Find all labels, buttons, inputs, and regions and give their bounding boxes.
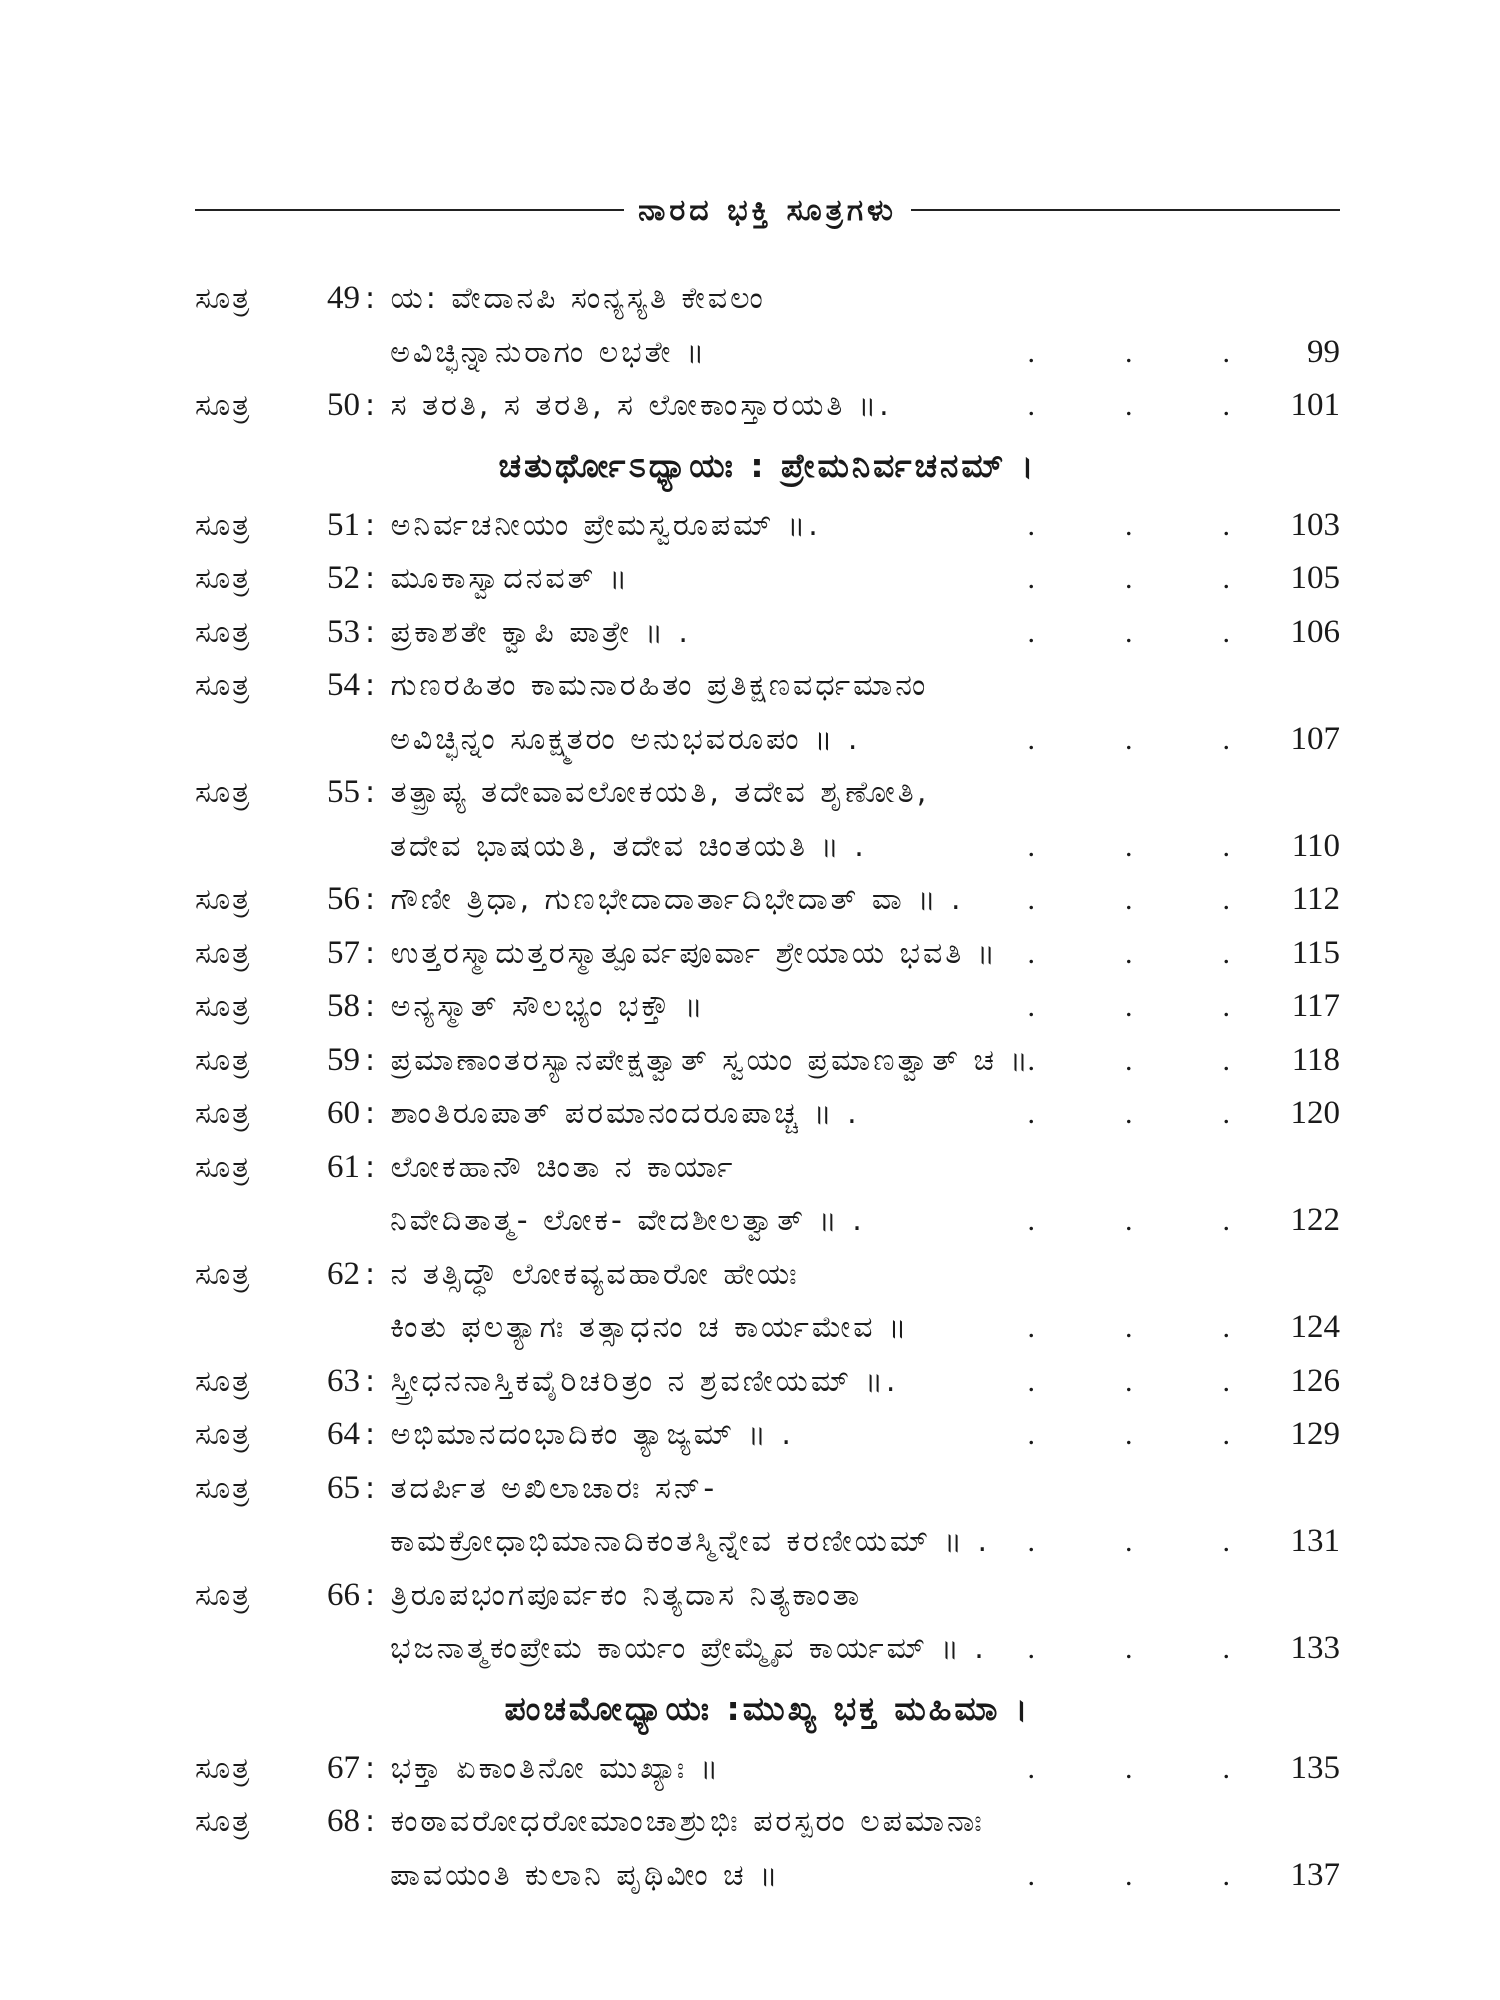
- page-number: 126: [1290, 1362, 1340, 1399]
- toc-entry-line: [195, 552, 1340, 606]
- header-title: ನಾರದ ಭಕ್ತಿ ಸೂತ್ರಗಳು: [638, 192, 897, 228]
- sutra-text: : ಸ ತರತಿ, ಸ ತರತಿ, ಸ ಲೋಕಾಂಸ್ತಾರಯತಿ ॥.: [365, 388, 892, 423]
- toc-entry-line: [195, 1462, 1340, 1516]
- sutra-text: : ತದರ್ಪಿತ ಅಖಿಲಾಚಾರಃ ಸನ್-: [365, 1470, 718, 1506]
- sutra-label: ಸೂತ್ರ: [195, 1417, 252, 1452]
- toc-entry-line: [195, 1087, 1340, 1141]
- toc-entry-line: [195, 499, 1340, 553]
- sutra-number: 56: [327, 881, 360, 917]
- sutra-text: ಅವಿಚ್ಛಿನ್ನಂ ಸೂಕ್ಷ್ಮತರಂ ಅನುಭವರೂಪಂ ॥ .: [365, 721, 861, 757]
- chapter-heading: ಪಂಚಮೋಧ್ಯಾಯಃ :ಮುಖ್ಯ ಭಕ್ತ ಮಹಿಮಾ ।: [504, 1688, 1031, 1728]
- sutra-number: 66: [327, 1576, 360, 1613]
- sutra-label: ಸೂತ್ರ: [195, 1577, 252, 1613]
- sutra-text: : ನ ತತ್ಸಿದ್ಧೌ ಲೋಕವ್ಯವಹಾರೋ ಹೇಯಃ: [365, 1256, 800, 1292]
- running-header: [195, 190, 1340, 230]
- toc-entry-line: [195, 1248, 1340, 1302]
- sutra-text: ಅವಿಚ್ಛಿನ್ನಾನುರಾಗಂ ಲಭತೇ ॥: [365, 334, 708, 370]
- toc-entry-line: [195, 927, 1340, 981]
- sutra-number: 68: [327, 1803, 360, 1839]
- toc-entry-line: [195, 713, 1340, 767]
- sutra-text: : ಉತ್ತರಸ್ಮಾದುತ್ತರಸ್ಮಾತ್ಪೂರ್ವಪೂರ್ವಾ ಶ್ರೇಯಾಯ ಭವತಿ ॥: [365, 935, 998, 971]
- toc-entry-line: [195, 873, 1340, 927]
- toc-entry-line: [195, 1515, 1340, 1569]
- page-number: 115: [1291, 934, 1340, 971]
- page-number: 106: [1290, 613, 1340, 650]
- sutra-label: ಸೂತ್ರ: [195, 1256, 252, 1292]
- sutra-label: ಸೂತ್ರ: [195, 1096, 252, 1131]
- sutra-label: ಸೂತ್ರ: [195, 561, 252, 596]
- toc-entry-line: [195, 1141, 1340, 1195]
- sutra-number: 64: [327, 1416, 360, 1452]
- sutra-label: ಸೂತ್ರ: [195, 1470, 252, 1506]
- sutra-text: ನಿವೇದಿತಾತ್ಮ- ಲೋಕ- ವೇದಶೀಲತ್ವಾತ್ ॥ .: [365, 1203, 865, 1238]
- sutra-number: 62: [327, 1255, 360, 1292]
- page-number: 122: [1290, 1202, 1340, 1238]
- sutra-number: 51: [327, 506, 360, 543]
- page-number: 131: [1290, 1523, 1340, 1559]
- sutra-text: : ಕಂಠಾವರೋಧರೋಮಾಂಚಾಶ್ರುಭಿಃ ಪರಸ್ಪರಂ ಲಪಮಾನಾಃ: [365, 1804, 985, 1839]
- page-number: 103: [1290, 506, 1340, 543]
- toc-entry-line: [195, 1034, 1340, 1088]
- leader-dots: . . .: [1027, 335, 1230, 369]
- sutra-label: ಸೂತ್ರ: [195, 1750, 252, 1786]
- leader-dots: . . .: [1027, 1858, 1230, 1892]
- sutra-text: : ತತ್ಪ್ರಾಪ್ಯ ತದೇವಾವಲೋಕಯತಿ, ತದೇವ ಶೃಣೋತಿ,: [365, 775, 930, 810]
- page-number: 124: [1290, 1309, 1340, 1345]
- sutra-text: : ಯ: ವೇದಾನಪಿ ಸಂನ್ಯಸ್ಯತಿ ಕೇವಲಂ: [365, 281, 766, 316]
- toc-entry-line: [195, 1194, 1340, 1248]
- page-number: 120: [1290, 1095, 1340, 1131]
- toc-entry-line: [195, 379, 1340, 433]
- sutra-text: : ಅನಿರ್ವಚನೀಯಂ ಪ್ರೇಮಸ್ವರೂಪಮ್ ॥.: [365, 507, 821, 543]
- leader-dots: . . .: [1027, 1311, 1230, 1344]
- sutra-text: ತದೇವ ಭಾಷಯತಿ, ತದೇವ ಚಿಂತಯತಿ ॥ .: [365, 828, 867, 864]
- leader-dots: . . .: [1027, 1043, 1230, 1077]
- toc-entry-line: [195, 1408, 1340, 1462]
- sutra-label: ಸೂತ್ರ: [195, 935, 252, 971]
- sutra-label: ಸೂತ್ರ: [195, 614, 252, 650]
- toc-entry-line: [195, 659, 1340, 713]
- sutra-number: 50: [327, 387, 360, 423]
- sutra-text: : ಪ್ರಕಾಶತೇ ಕ್ವಾಪಿ ಪಾತ್ರೇ ॥ .: [365, 614, 691, 650]
- page-number: 99: [1307, 333, 1340, 370]
- page-number: 133: [1290, 1630, 1340, 1666]
- leader-dots: . . .: [1027, 829, 1230, 863]
- page-number: 129: [1290, 1416, 1340, 1452]
- page-number: 112: [1291, 881, 1340, 917]
- leader-dots: . . .: [1027, 562, 1230, 595]
- leader-dots: . . .: [1027, 508, 1230, 542]
- sutra-text: ಪಾವಯಂತಿ ಕುಲಾನಿ ಪೃಥಿವೀಂ ಚ ॥: [365, 1857, 781, 1893]
- toc-entry-line: [195, 980, 1340, 1034]
- sutra-number: 49: [327, 280, 360, 316]
- leader-dots: . . .: [1027, 1632, 1230, 1665]
- leader-dots: . . .: [1027, 615, 1230, 649]
- sutra-text: : ಲೋಕಹಾನೌ ಚಿಂತಾ ನ ಕಾರ್ಯಾ: [365, 1149, 736, 1185]
- toc-entry-line: [195, 1849, 1340, 1903]
- sutra-label: ಸೂತ್ರ: [195, 775, 252, 810]
- page-number: 135: [1290, 1749, 1340, 1786]
- toc-entry-line: [195, 1569, 1340, 1623]
- sutra-label: ಸೂತ್ರ: [195, 989, 252, 1024]
- sutra-number: 59: [327, 1041, 360, 1078]
- sutra-label: ಸೂತ್ರ: [195, 1363, 252, 1399]
- sutra-text: ಭಜನಾತ್ಮಕಂಪ್ರೇಮ ಕಾರ್ಯಂ ಪ್ರೇಮ್ಮೈವ ಕಾರ್ಯಮ್ ॥ .: [365, 1631, 987, 1666]
- sutra-text: : ಶಾಂತಿರೂಪಾತ್ ಪರಮಾನಂದರೂಪಾಚ್ಚ ॥ .: [365, 1096, 860, 1131]
- sutra-number: 63: [327, 1362, 360, 1399]
- sutra-text: ಕಿಂತು ಫಲತ್ಯಾಗಃ ತತ್ಸಾಧನಂ ಚ ಕಾರ್ಯಮೇವ ॥: [365, 1310, 910, 1345]
- sutra-text: : ಅಭಿಮಾನದಂಭಾದಿಕಂ ತ್ಯಾಜ್ಯಮ್ ॥ .: [365, 1417, 794, 1452]
- sutra-number: 54: [327, 667, 360, 703]
- sutra-text: : ಮೂಕಾಸ್ವಾದನವತ್ ॥: [365, 561, 631, 596]
- leader-dots: . . .: [1027, 990, 1230, 1023]
- sutra-number: 67: [327, 1749, 360, 1786]
- sutra-label: ಸೂತ್ರ: [195, 281, 252, 316]
- leader-dots: . . .: [1027, 389, 1230, 422]
- leader-dots: . . .: [1027, 1204, 1230, 1237]
- sutra-number: 53: [327, 613, 360, 650]
- toc-entry-line: [195, 326, 1340, 380]
- sutra-label: ಸೂತ್ರ: [195, 882, 252, 917]
- sutra-label: ಸೂತ್ರ: [195, 507, 252, 543]
- sutra-number: 58: [327, 988, 360, 1024]
- sutra-text: : ಪ್ರಮಾಣಾಂತರಸ್ಯಾನಪೇಕ್ಷತ್ವಾತ್ ಸ್ವಯಂ ಪ್ರಮಾಣತ್ವಾತ್ ಚ ॥: [365, 1042, 1031, 1078]
- toc-entry-line: [195, 820, 1340, 874]
- leader-dots: . . .: [1027, 883, 1230, 916]
- leader-dots: . . .: [1027, 722, 1230, 756]
- sutra-label: ಸೂತ್ರ: [195, 1149, 252, 1185]
- page-number: 101: [1290, 387, 1340, 423]
- leader-dots: . . .: [1027, 1525, 1230, 1558]
- sutra-text: : ತ್ರಿರೂಪಭಂಗಪೂರ್ವಕಂ ನಿತ್ಯದಾಸ ನಿತ್ಯಕಾಂತಾ: [365, 1577, 863, 1613]
- chapter-heading: ಚತುರ್ಥೋಽಧ್ಯಾಯಃ : ಪ್ರೇಮನಿರ್ವಚನಮ್ ।: [498, 445, 1037, 485]
- sutra-text: : ಅನ್ಯಸ್ಮಾತ್ ಸೌಲಭ್ಯಂ ಭಕ್ತೌ ॥: [365, 989, 706, 1024]
- page-number: 117: [1291, 988, 1340, 1024]
- toc-entry-line: [195, 1355, 1340, 1409]
- leader-dots: . . .: [1027, 1364, 1230, 1398]
- sutra-number: 55: [327, 774, 360, 810]
- sutra-text: : ಭಕ್ತಾ ಏಕಾಂತಿನೋ ಮುಖ್ಯಾಃ ॥: [365, 1750, 722, 1786]
- sutra-number: 61: [327, 1148, 360, 1185]
- toc-entry-line: [195, 1301, 1340, 1355]
- page-number: 137: [1290, 1856, 1340, 1893]
- header-rule-right: [911, 209, 1340, 211]
- sutra-number: 60: [327, 1095, 360, 1131]
- header-rule-left: [195, 209, 624, 211]
- toc-entry-line: [195, 1795, 1340, 1849]
- sutra-number: 65: [327, 1469, 360, 1506]
- toc-entry-line: [195, 606, 1340, 660]
- sutra-text: : ಸ್ತ್ರೀಧನನಾಸ್ತಿಕವೈರಿಚರಿತ್ರಂ ನ ಶ್ರವಣೀಯಮ್ ॥.: [365, 1363, 899, 1399]
- page-number: 107: [1290, 720, 1340, 757]
- sutra-label: ಸೂತ್ರ: [195, 1804, 252, 1839]
- toc-entry-line: [195, 272, 1340, 326]
- table-of-contents: [195, 272, 1340, 1902]
- toc-entry-line: [195, 1622, 1340, 1676]
- leader-dots: . . .: [1027, 936, 1230, 970]
- toc-entry-line: [195, 1742, 1340, 1796]
- leader-dots: . . .: [1027, 1751, 1230, 1785]
- page-number: 105: [1290, 560, 1340, 596]
- sutra-label: ಸೂತ್ರ: [195, 388, 252, 423]
- page-number: 118: [1291, 1041, 1340, 1078]
- toc-entry-line: [195, 766, 1340, 820]
- sutra-label: ಸೂತ್ರ: [195, 668, 252, 703]
- sutra-text: ಕಾಮಕ್ರೋಧಾಭಿಮಾನಾದಿಕಂತಸ್ಮಿನ್ನೇವ ಕರಣೀಯಮ್ ॥ .: [365, 1524, 990, 1559]
- leader-dots: . . .: [1027, 1097, 1230, 1130]
- sutra-text: : ಗುಣರಹಿತಂ ಕಾಮನಾರಹಿತಂ ಪ್ರತಿಕ್ಷಣವರ್ಧಮಾನಂ: [365, 668, 929, 703]
- sutra-number: 52: [327, 560, 360, 596]
- leader-dots: . . .: [1027, 1418, 1230, 1451]
- sutra-text: : ಗೌಣೀ ತ್ರಿಧಾ, ಗುಣಭೇದಾದಾರ್ತಾದಿಭೇದಾತ್ ವಾ ॥ .: [365, 882, 964, 917]
- sutra-label: ಸೂತ್ರ: [195, 1042, 252, 1078]
- sutra-number: 57: [327, 934, 360, 971]
- page-number: 110: [1291, 827, 1340, 864]
